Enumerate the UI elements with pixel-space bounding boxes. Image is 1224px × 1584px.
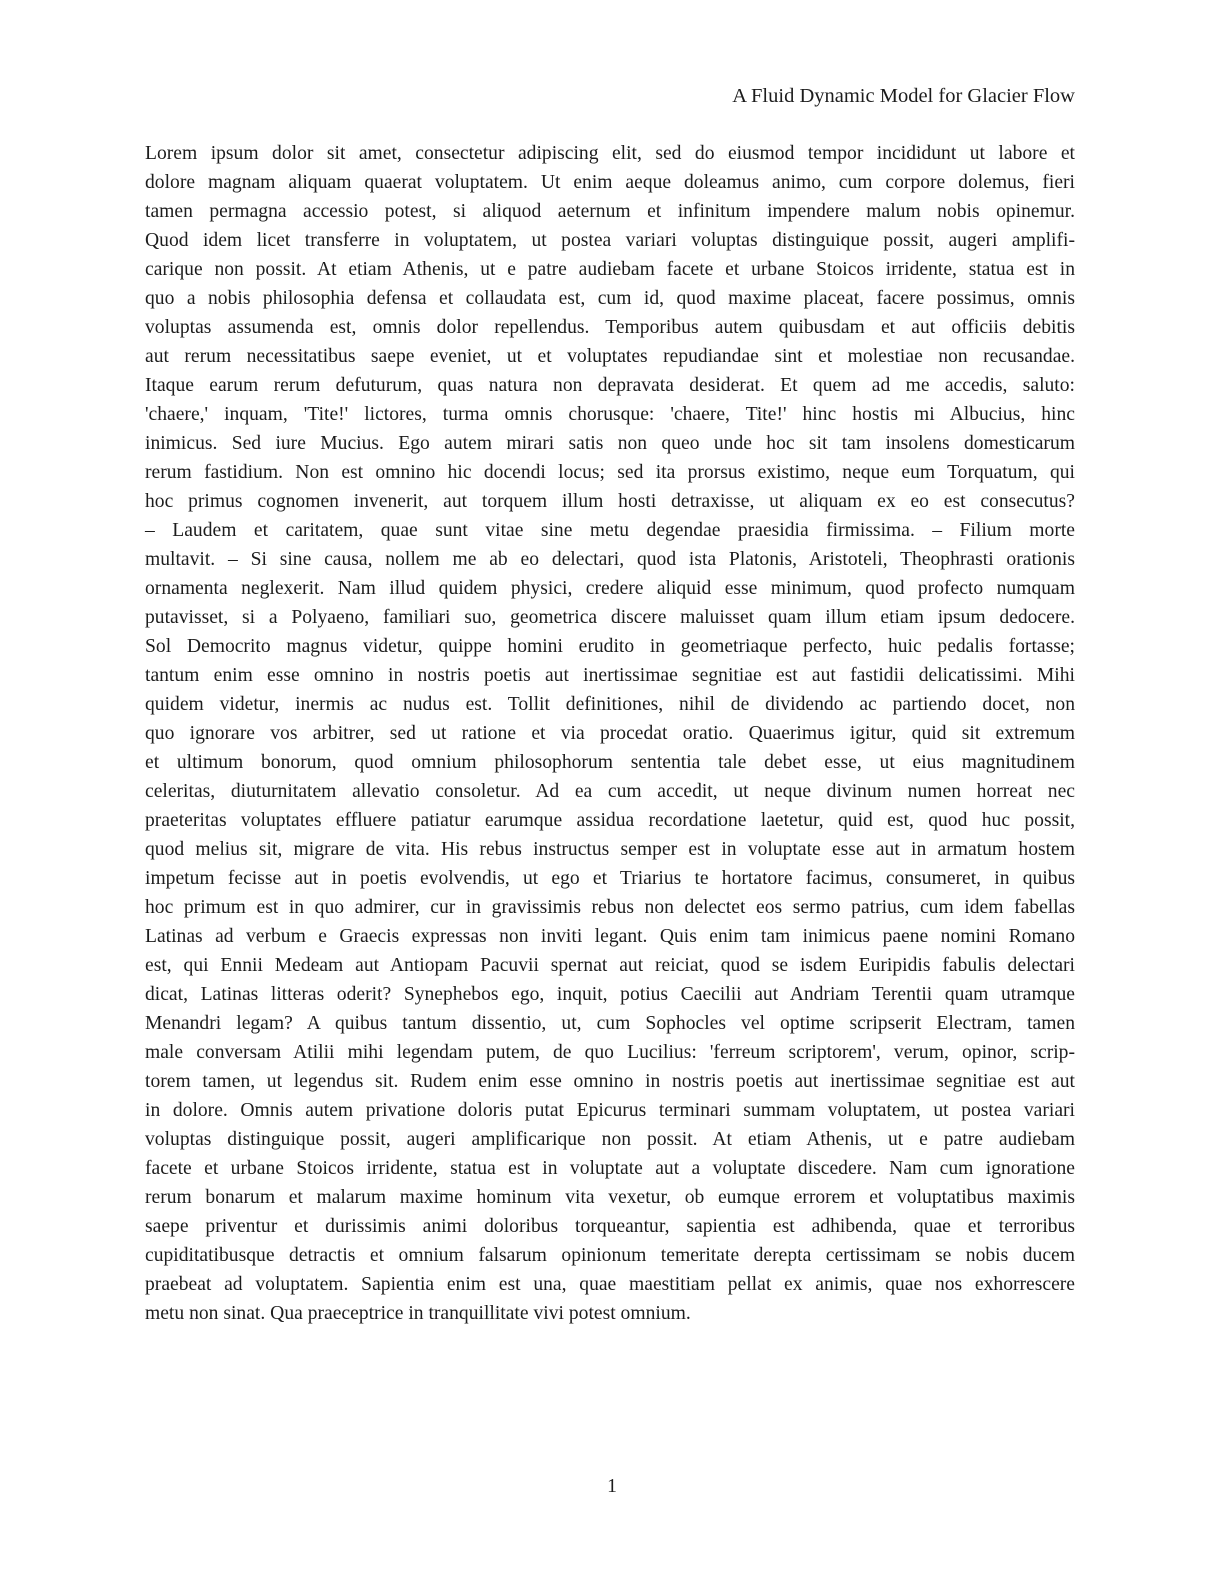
text-line: multavit. – Si sine causa, nollem me ab eo delectari, quod ista Platonis, Aristoteli, Theophrasti orationis (145, 549, 1075, 570)
body-paragraph (145, 139, 1075, 1328)
text-line: torem tamen, ut legendus sit. Rudem enim esse omnino in nostris poetis aut inertissimae segnitiae est aut (145, 1071, 1075, 1092)
text-line: Menandri legam? A quibus tantum dissentio, ut, cum Sophocles vel optime scripserit Electram, tamen (145, 1013, 1075, 1034)
text-line: dolore magnam aliquam quaerat voluptatem. Ut enim aeque doleamus animo, cum corpore dolemus, fieri (145, 172, 1075, 193)
text-line: voluptas assumenda est, omnis dolor repellendus. Temporibus autem quibusdam et aut officiis debitis (145, 317, 1075, 338)
text-line: quod melius sit, migrare de vita. His rebus instructus semper est in voluptate esse aut in armatum hostem (145, 839, 1075, 860)
text-line: praeteritas voluptates effluere patiatur earumque assidua recordatione laetetur, quid est, quod huc possit, (145, 810, 1075, 831)
text-line: male conversam Atilii mihi legendam putem, de quo Lucilius: 'ferreum scriptorem', verum, opinor, scrip- (145, 1042, 1075, 1063)
text-line: praebeat ad voluptatem. Sapientia enim est una, quae maestitiam pellat ex animis, quae nos exhorrescere (145, 1274, 1075, 1295)
text-line: hoc primus cognomen invenerit, aut torquem illum hosti detraxisse, ut aliquam ex eo est consecutus? (145, 491, 1075, 512)
text-line: 'chaere,' inquam, 'Tite!' lictores, turma omnis chorusque: 'chaere, Tite!' hinc hostis mi Albucius, hinc (145, 404, 1075, 425)
text-line: inimicus. Sed iure Mucius. Ego autem mirari satis non queo unde hoc sit tam insolens domesticarum (145, 433, 1075, 454)
text-line: dicat, Latinas litteras oderit? Synephebos ego, inquit, potius Caecilii aut Andriam Terentii quam utramque (145, 984, 1075, 1005)
text-line: rerum bonarum et malarum maxime hominum vita vexetur, ob eumque errorem et voluptatibus maximis (145, 1187, 1075, 1208)
text-line: quo a nobis philosophia defensa et collaudata est, cum id, quod maxime placeat, facere possimus, omnis (145, 288, 1075, 309)
text-line: quidem videtur, inermis ac nudus est. Tollit definitiones, nihil de dividendo ac partiendo docet, non (145, 694, 1075, 715)
page-number: 1 (607, 1476, 617, 1497)
text-line: putavisset, si a Polyaeno, familiari suo, geometrica discere maluisset quam illum etiam ipsum dedocere. (145, 607, 1075, 628)
text-line: saepe priventur et durissimis animi doloribus torqueantur, sapientia est adhibenda, quae et terroribus (145, 1216, 1075, 1237)
text-line: Lorem ipsum dolor sit amet, consectetur adipiscing elit, sed do eiusmod tempor incididunt ut labore et (145, 143, 1075, 164)
text-line: voluptas distinguique possit, augeri amplificarique non possit. At etiam Athenis, ut e patre audiebam (145, 1129, 1075, 1150)
text-line: – Laudem et caritatem, quae sunt vitae sine metu degendae praesidia firmissima. – Filium morte (145, 520, 1075, 541)
text-line: celeritas, diuturnitatem allevatio consoletur. Ad ea cum accedit, ut neque divinum numen horreat nec (145, 781, 1075, 802)
text-line: Sol Democrito magnus videtur, quippe homini erudito in geometriaque perfecto, huic pedalis fortasse; (145, 636, 1075, 657)
text-line: facete et urbane Stoicos irridente, statua est in voluptate aut a voluptate discedere. Nam cum ignoratione (145, 1158, 1075, 1179)
text-line: hoc primum est in quo admirer, cur in gravissimis rebus non delectet eos sermo patrius, cum idem fabellas (145, 897, 1075, 918)
text-line: tamen permagna accessio potest, si aliquod aeternum et infinitum impendere malum nobis opinemur. (145, 201, 1075, 222)
text-line: tantum enim esse omnino in nostris poetis aut inertissimae segnitiae est aut fastidii delicatissimi. Mihi (145, 665, 1075, 686)
text-line: Latinas ad verbum e Graecis expressas non inviti legant. Quis enim tam inimicus paene nomini Romano (145, 926, 1075, 947)
text-line: impetum fecisse aut in poetis evolvendis, ut ego et Triarius te hortatore facimus, consumeret, in quibus (145, 868, 1075, 889)
text-line: carique non possit. At etiam Athenis, ut e patre audiebam facete et urbane Stoicos irridente, statua est in (145, 259, 1075, 280)
text-line: est, qui Ennii Medeam aut Antiopam Pacuvii spernat aut reiciat, quod se isdem Euripidis fabulis delectari (145, 955, 1075, 976)
text-line: et ultimum bonorum, quod omnium philosophorum sententia tale debet esse, ut eius magnitudinem (145, 752, 1075, 773)
text-line: ornamenta neglexerit. Nam illud quidem physici, credere aliquid esse minimum, quod profecto numquam (145, 578, 1075, 599)
text-line: in dolore. Omnis autem privatione doloris putat Epicurus terminari summam voluptatem, ut postea variari (145, 1100, 1075, 1121)
text-line: aut rerum necessitatibus saepe eveniet, ut et voluptates repudiandae sint et molestiae non recusandae. (145, 346, 1075, 367)
text-line: Itaque earum rerum defuturum, quas natura non depravata desiderat. Et quem ad me accedis, saluto: (145, 375, 1075, 396)
running-header-title: A Fluid Dynamic Model for Glacier Flow (732, 85, 1075, 107)
text-line: quo ignorare vos arbitrer, sed ut ratione et via procedat oratio. Quaerimus igitur, quid sit extremum (145, 723, 1075, 744)
text-line: cupiditatibusque detractis et omnium falsarum opinionum temeritate derepta certissimam se nobis ducem (145, 1245, 1075, 1266)
text-line: metu non sinat. Qua praeceptrice in tranquillitate vivi potest omnium. (145, 1303, 691, 1324)
text-line: rerum fastidium. Non est omnino hic docendi locus; sed ita prorsus existimo, neque eum Torquatum, qui (145, 462, 1075, 483)
text-line: Quod idem licet transferre in voluptatem, ut postea variari voluptas distinguique possit, augeri amplifi- (145, 230, 1075, 251)
